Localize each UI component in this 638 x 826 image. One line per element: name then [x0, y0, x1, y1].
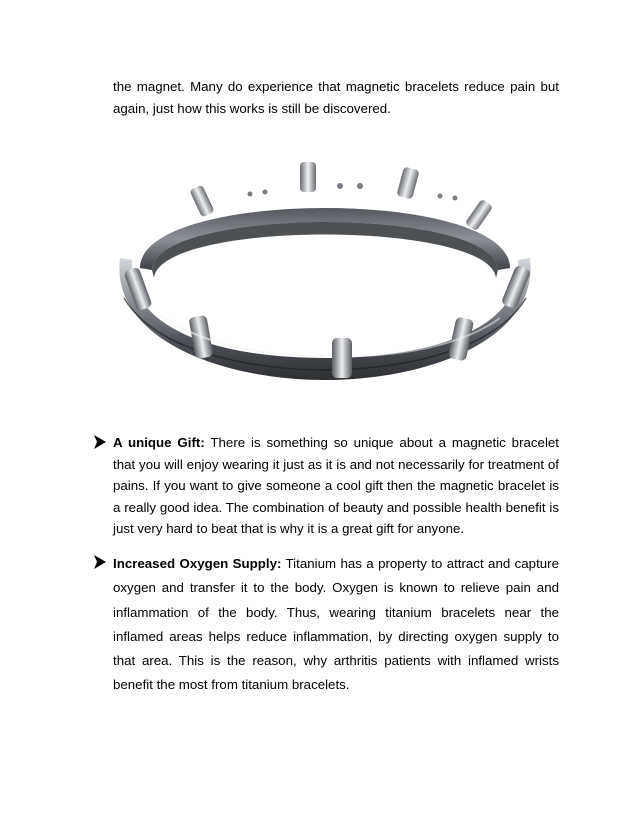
bullet-text	[113, 432, 559, 540]
bracelet-front-band	[119, 258, 530, 380]
bullet-lead: A unique Gift:	[113, 435, 205, 450]
bullet-body: Titanium has a property to attract and capture oxygen and transfer it to the body. Oxygen is known to relieve pain and inflammation of the body. Thus, wearing titanium bracelets near the inflamed areas helps reduce inflammation, by directing oxygen supply to that area. This is the reason, why arthritis patients with inflamed wrists benefit the most from titanium bracelets.	[113, 556, 559, 693]
bullet-body: There is something so unique about a magnetic bracelet that you will enjoy wearing it just as it is and not necessarily for treatment of pains. If you want to give someone a cool gift then the magnetic bracelet is a really good idea. The combination of beauty and possible health benefit is just very hard to beat that is why it is a great gift for anyone.	[113, 435, 559, 536]
arrow-bullet-icon	[93, 434, 107, 450]
bullet-lead: Increased Oxygen Supply:	[113, 556, 282, 571]
arrow-bullet-icon	[93, 554, 107, 570]
bracelet-image	[100, 148, 550, 398]
bullet-text	[113, 552, 559, 698]
intro-paragraph: the magnet. Many do experience that magnetic bracelets reduce pain but again, just how this works is still be discovered.	[113, 79, 559, 116]
